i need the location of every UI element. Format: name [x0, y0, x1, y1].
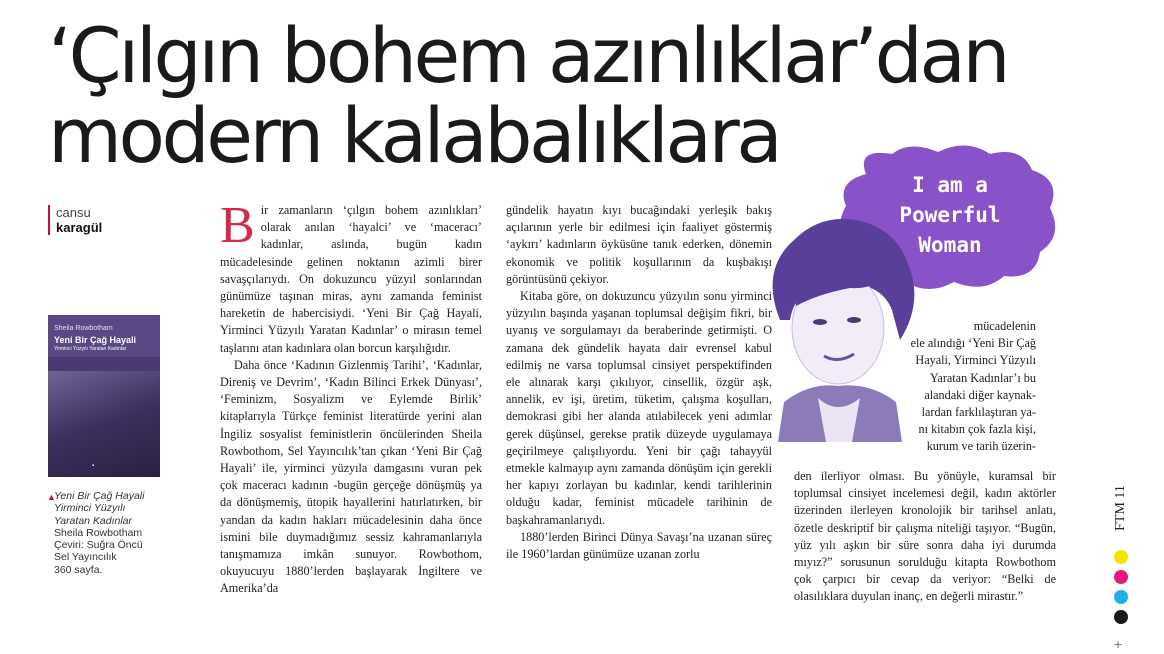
bubble-line: Woman: [918, 233, 982, 257]
caption-title-line: Yeni Bir Çağ Hayali: [54, 490, 145, 502]
book-cover-subtitle: Yirminci Yüzyılı Yaratan Kadınlar: [54, 346, 127, 352]
caption-marker-icon: ▲: [47, 492, 56, 502]
color-mark-yellow: [1114, 550, 1128, 564]
paragraph-text: ir zamanların ‘çılgın bohem azınlıkları’ olarak anılan ‘hayalci’ ve ‘maceracı’ kadınlar, aslında, bugün kadın mücadelesinde gelinen noktanın azimli birer savaşçılarıydı. On dokuzuncu yüzyıl sonlarından günümüze taşınan miras, aynı zamanda feminist hareketin de habercisiydi. ‘Yeni Bir Çağ Hayali, Yirminci Yüzyılı Yaratan Kadınlar’ o mirasın temel taşlarını atan kadınlara olan borcun karşılığıdır.: [220, 203, 482, 355]
caption-title-line: Yaratan Kadınlar: [54, 514, 133, 527]
paragraph: 1880’lerden Birinci Dünya Savaşı’na uzanan süreç ile 1960’lardan günümüze uzanan zorlu: [506, 529, 772, 562]
page-label-text: FTM 11: [1113, 485, 1128, 531]
text-line: lardan farklılaştıran ya-: [921, 405, 1036, 420]
paragraph: den ilerliyor olması. Bu yönüyle, kuramsal bir toplumsal cinsiyet incelemesi değil, kadın aktörler üzerinden ilerleyen kronolojik bir tarihsel anlatı, özetle deskriptif bir çalışma niteliği taşıyor. “Bugün, yüz yılı aşkın bir süre sonra daha iyi durumda mıyız?” sorusunun sorulduğu kitapta Rowbothom çok çarpıcı bir cevap da veriyor: “Belki de olasılıklara duyulan inanç, en değerli mirastır.”: [794, 469, 1056, 604]
text-line: nı kitabın çok fazla kişi,: [918, 422, 1036, 437]
paragraph: gündelik hayatın kıyı bucağındaki yerleşik bakış açılarının yerle bir edilmesi için faaliyet göstermiş ‘aykırı’ kadınların öyküsüne tanık ederken, dönemin ekonomik ve politik koşullarının da kuşbakışı görüntüsünü çekiyor.: [506, 203, 772, 286]
caption-title-line: Yirminci Yüzyılı: [54, 502, 126, 515]
paragraph: Kitaba göre, on dokuzuncu yüzyılın sonu yirminci yüzyılın başında yaşanan toplumsal değişim fikri, bir uyanış ve sorgulamayı da beraberinde getirmişti. O zamana dek gündelik hayata dair evrensel kabul edilmiş ne varsa toplumsal cinsiyet perspektifinden ele alınarak karşı çıkılıyor, cinsellik, özgür aşk, annelik, ev işi, üretim, tüketim, çalışma koşulları, demokrasi gibi her alanda atılabilecek yeni adımlar gerek düşünsel, gerekse pratik düzeyde uygulamaya geçirilmeye çalışılıyordu. Yeni bir çağı tahayyül etmekle kalmayıp aynı zamanda dönüşüm için gerekli her kapıyı zorlayan bu kadınlar, kendi tarihlerinin olduğu kadar, feminist mücadele tarihinin de başkahramanlarıydı.: [506, 289, 772, 527]
publisher-logo: ▪: [92, 463, 95, 469]
caption-author: Sheila Rowbotham: [54, 526, 143, 539]
bubble-line: I am a: [912, 173, 988, 197]
article-column-3: [794, 468, 1056, 606]
text-line: mücadelenin: [973, 319, 1036, 333]
author-byline: [48, 205, 102, 235]
text-line: ele alındığı ‘Yeni Bir Çağ: [910, 336, 1036, 351]
author-last-name: karagül: [56, 220, 103, 235]
paragraph: [220, 197, 482, 357]
page-label: [1114, 470, 1130, 540]
text-line: alandaki diğer kaynak-: [924, 387, 1036, 402]
color-mark-black: [1114, 610, 1128, 624]
text-line: Hayali, Yirminci Yüzyılı: [915, 353, 1036, 368]
woman-portrait-image: [740, 210, 930, 442]
caption-publisher: Sel Yayıncılık: [54, 551, 117, 564]
bubble-line: Powerful: [899, 203, 1001, 227]
paragraph: Daha önce ‘Kadının Gizlenmiş Tarihi’, ‘Kadınlar, Direniş ve Devrim’, ‘Kadın Bilinci Erkek Dünyası’, ‘Feminizm, Sosyalizm ve Eylemde Birlik’ kitaplarıyla Türkçe feminist literatürde yerini alan İngiliz sosyalist feministlerin öncülerinden Sheila Rowbothom, Sel Yayıncılık’tan çıkan ‘Yeni Bir Çağ Hayali’ ile, yirminci yüzyıla damgasını vuran pek çok maceracı kadının -bugün gerçeğe dönüşmüş ya da dönüşmemiş, ütopik hayallerini hatırlatırken, bir yandan da kadın hakları mücadelesinin daha önce ismini bile duymadığımız sessiz kahramanlarıyla tanışmamıza imkân sunuyor. Rowbothom, okuyucuyu 1880’lerden başlayarak İngiltere ve Amerika’da: [220, 357, 482, 596]
text-line: kurum ve tarih üzerin-: [926, 439, 1036, 454]
author-first-name: cansu: [56, 205, 91, 220]
book-caption: [47, 490, 164, 576]
drop-cap: B: [220, 197, 255, 254]
headline: ‘Çılgın bohem azınlıklar’dan modern kalabalıklara: [48, 11, 1008, 180]
book-cover-image: [48, 315, 160, 477]
book-cover-title: Yeni Bir Çağ Hayali: [54, 335, 137, 345]
text-line: Yaratan Kadınlar’ı bu: [929, 370, 1036, 385]
color-mark-magenta: [1114, 570, 1128, 584]
book-cover-author: Sheila Rowbotham: [54, 325, 113, 332]
caption-translator: Çeviri: Suğra Öncü: [54, 539, 143, 552]
book-cover-photo: [48, 371, 160, 477]
color-mark-cyan: [1114, 590, 1128, 604]
article-column-1: [220, 197, 482, 598]
article-column-2: [506, 202, 772, 563]
registration-mark: +: [1114, 636, 1123, 652]
caption-pages: 360 sayfa.: [54, 563, 103, 576]
